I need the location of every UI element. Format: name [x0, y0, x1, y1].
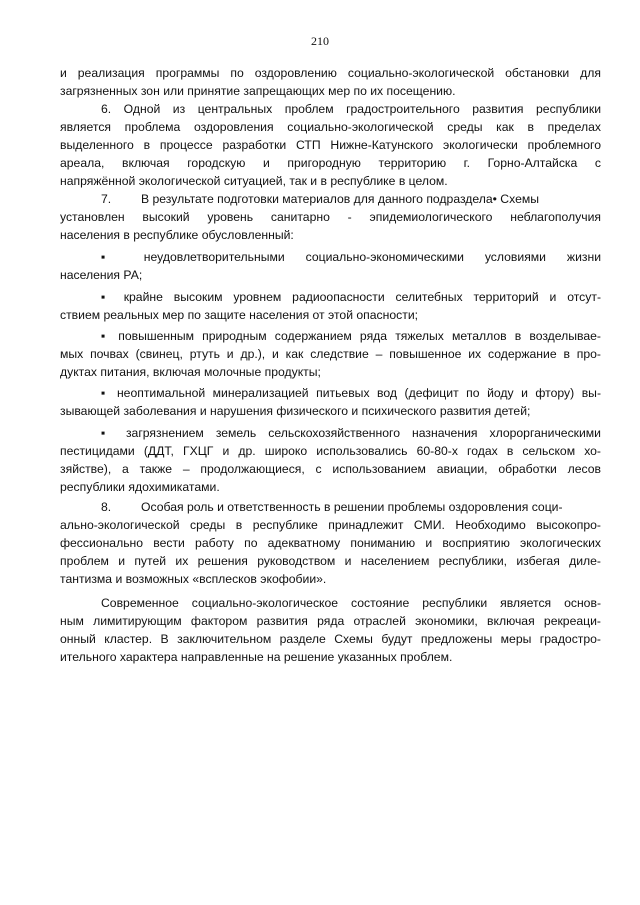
paragraph-number: 8.	[101, 500, 112, 514]
text-line: выделенного в процессе разработки СТП Нижне-Катунского экологически проблемного	[60, 138, 601, 152]
bullet-line: ▪ повышенным природным содержанием ряда тяжелых металлов в возделывае-	[101, 329, 601, 343]
text-line: В результате подготовки материалов для данного подраздела• Схемы	[141, 192, 539, 206]
numbered-paragraph-7	[101, 190, 601, 208]
text-line: ареала, включая городскую и пригородную территорию г. Горно-Алтайска с	[60, 156, 601, 170]
text-line: ствием реальных мер по защите населения от этой опасности;	[60, 308, 419, 322]
text-line: пестицидами (ДДТ, ГХЦГ и др. широко использовались 60-80-х годах в сельском хо-	[60, 444, 601, 458]
text-line: населения в республике обусловленный:	[60, 228, 294, 242]
paragraph-number: 7.	[101, 192, 112, 206]
text-line: зывающей заболевания и нарушения физического и психического развития детей;	[60, 404, 531, 418]
text-line: ально-экологической среды в республике принадлежит СМИ. Необходимо высокопро-	[60, 518, 601, 532]
text-line: ительного характера направленные на решение указанных проблем.	[60, 650, 453, 664]
bullet-line: ▪ загрязнением земель сельскохозяйственного назначения хлорорганическими	[101, 426, 601, 440]
text-line: 6. Одной из центральных проблем градостроительного развития республики	[101, 102, 601, 116]
text-line: населения РА;	[60, 268, 143, 282]
numbered-paragraph-8	[101, 498, 601, 516]
bullet-line: ▪ неоптимальной минерализацией питьевых вод (дефицит по йоду и фтору) вы-	[101, 386, 601, 400]
text-line: загрязненных зон или принятие запрещающих мер по их посещению.	[60, 84, 456, 98]
text-line: мых почвах (свинец, ртуть и др.), и как следствие – повышенное их содержание в про-	[60, 347, 601, 361]
text-line: проблем и путей их решения руководством и населением республики, избегая диле-	[60, 554, 601, 568]
text-line: Особая роль и ответственность в решении проблемы оздоровления соци-	[141, 500, 563, 514]
bullet-line: ▪ неудовлетворительными социально-экономическими условиями жизни	[101, 250, 601, 264]
text-line: онный кластер. В заключительном разделе Схемы будут предложены меры градостро-	[60, 632, 601, 646]
text-line: зяйстве), а также – продолжающиеся, с использованием авиации, обработки лесов	[60, 462, 601, 476]
text-line: является проблема оздоровления социально-экологической среды как в пределах	[60, 120, 601, 134]
bullet-line: ▪ крайне высоким уровнем радиоопасности селитебных территорий и отсут-	[101, 290, 601, 304]
text-line: напряжённой экологической ситуацией, так и в республике в целом.	[60, 174, 448, 188]
text-line: фессионально вести работу по адекватному пониманию и восприятию экологических	[60, 536, 601, 550]
text-line: Современное социально-экологическое состояние республики является основ-	[101, 596, 601, 610]
text-line: ным лимитирующим фактором развития ряда отраслей экономики, включая рекреаци-	[60, 614, 601, 628]
text-line: дуктах питания, включая молочные продукты;	[60, 365, 321, 379]
text-line: и реализация программы по оздоровлению социально-экологической обстановки для	[60, 66, 601, 80]
text-line: установлен высокий уровень санитарно - эпидемиологического неблагополучия	[60, 210, 601, 224]
text-line: тантизма и возможных «всплесков экофобии».	[60, 572, 327, 586]
page-number: 210	[311, 34, 329, 48]
text-line: республики ядохимикатами.	[60, 480, 220, 494]
